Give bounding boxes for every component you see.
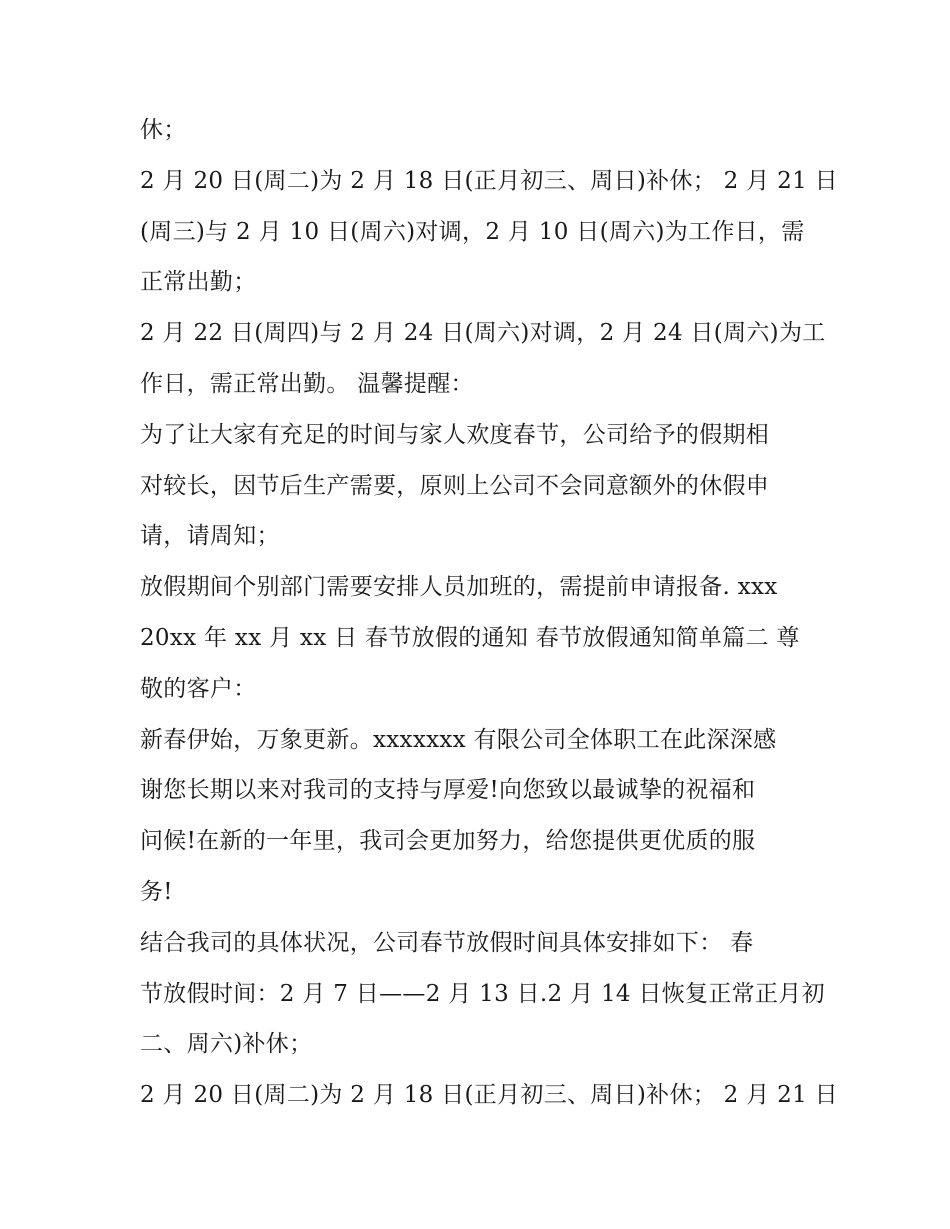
text-line: 正常出勤； bbox=[140, 269, 257, 296]
document-body bbox=[140, 105, 838, 1121]
text-line: 2 月 20 日(周二)为 2 月 18 日(正月初三、周日)补休； 2 月 21 日 bbox=[140, 167, 838, 194]
text-line: 对较长，因节后生产需要，原则上公司不会同意额外的休假申 bbox=[140, 472, 770, 499]
text-line: 敬的客户： bbox=[140, 675, 257, 702]
text-line: 请，请周知； bbox=[140, 523, 280, 550]
text-line: (周三)与 2 月 10 日(周六)对调，2 月 10 日(周六)为工作日，需 bbox=[140, 218, 805, 245]
text-line: 休； bbox=[140, 117, 187, 143]
text-line: 问候!在新的一年里，我司会更加努力，给您提供更优质的服 bbox=[140, 828, 756, 855]
text-line: 作日，需正常出勤。 温馨提醒： bbox=[140, 370, 474, 397]
text-line: 结合我司的具体状况，公司春节放假时间具体安排如下： 春 bbox=[140, 929, 754, 956]
text-line: 2 月 20 日(周二)为 2 月 18 日(正月初三、周日)补休； 2 月 21 日 bbox=[140, 1082, 838, 1109]
text-line: 务! bbox=[140, 878, 173, 905]
text-line: 新春伊始，万象更新。xxxxxxx 有限公司全体职工在此深深感 bbox=[140, 726, 777, 753]
text-line: 放假期间个别部门需要安排人员加班的，需提前申请报备. xxx bbox=[140, 574, 778, 601]
text-line: 二、周六)补休； bbox=[140, 1031, 313, 1058]
text-line: 20xx 年 xx 月 xx 日 春节放假的通知 春节放假通知简单篇二 尊 bbox=[140, 624, 800, 651]
text-line: 节放假时间：2 月 7 日——2 月 13 日.2 月 14 日恢复正常正月初 bbox=[140, 980, 825, 1007]
text-line: 2 月 22 日(周四)与 2 月 24 日(周六)对调，2 月 24 日(周六)为工 bbox=[140, 320, 826, 347]
text-line: 为了让大家有充足的时间与家人欢度春节，公司给予的假期相 bbox=[140, 421, 770, 448]
text-line: 谢您长期以来对我司的支持与厚爱!向您致以最诚挚的祝福和 bbox=[140, 777, 756, 804]
